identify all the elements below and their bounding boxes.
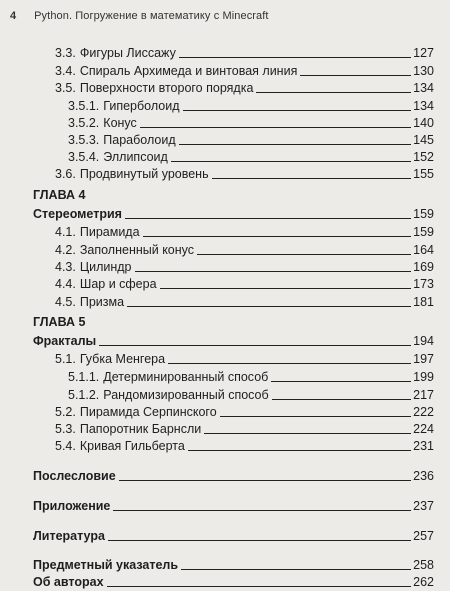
toc-entry-page: 257 [413,529,434,543]
toc-entry-number: 5.4. [55,439,76,453]
toc-entry-chapter-5[interactable] [33,332,434,348]
toc-entry-title: Предметный указатель [33,558,179,572]
toc-entry-title: Кривая Гильберта [79,439,185,453]
running-title: Python. Погружение в математику с Minecraft [34,10,269,22]
toc-entry-page: 199 [413,370,434,384]
dot-leader [99,344,411,346]
toc-entry-number: 3.4. [55,64,76,78]
toc-entry-3-5-2[interactable] [68,114,434,130]
toc-entry-page: 262 [413,575,434,589]
dot-leader [113,509,411,511]
dot-leader [160,287,412,289]
toc-entry-4-1[interactable] [55,223,434,239]
toc-entry-3-5-4[interactable] [68,148,434,164]
toc-entry-4-4[interactable] [55,275,434,291]
dot-leader [179,143,412,145]
toc-entry-number: 4.1. [55,225,76,239]
toc-entry-title: Стереометрия [33,207,122,221]
toc-entry-title: Фигуры Лиссажу [79,46,176,60]
toc-entry-literature[interactable] [33,527,434,543]
dot-leader [204,432,411,434]
toc-entry-page: 127 [413,46,434,60]
toc-entry-number: 5.3. [55,422,76,436]
dot-leader [168,362,411,364]
toc-entry-title: Губка Менгера [79,352,166,366]
toc-entry-page: 130 [413,64,434,78]
toc-entry-number: 3.5. [55,81,76,95]
toc-entry-page: 169 [413,260,434,274]
toc-entry-title: Пирамида Серпинского [79,405,217,419]
toc-entry-page: 197 [413,352,434,366]
toc-entry-page: 258 [413,558,434,572]
toc-entry-page: 194 [413,334,434,348]
dot-leader [220,415,411,417]
dot-leader [127,305,411,307]
toc-entry-page: 152 [413,150,434,164]
toc-entry-title: Конус [103,116,137,130]
dot-leader [256,91,411,93]
toc-entry-5-1-2[interactable] [68,386,434,402]
toc-entry-page: 222 [413,405,434,419]
dot-leader [107,585,412,587]
toc-entry-page: 164 [413,243,434,257]
toc-entry-title: Послесловие [33,469,116,483]
dot-leader [143,235,412,237]
toc-entry-number: 5.1. [55,352,76,366]
dot-leader [140,126,411,128]
toc-entry-title: Пирамида [79,225,140,239]
dot-leader [108,539,411,541]
dot-leader [125,217,411,219]
toc-entry-page: 236 [413,469,434,483]
toc-entry-title: Фракталы [33,334,97,348]
toc-entry-about-authors[interactable] [33,573,434,589]
page-number: 4 [10,10,17,22]
dot-leader [272,398,411,400]
toc-entry-index[interactable] [33,556,434,572]
toc-entry-title: Параболоид [103,133,176,147]
toc-entry-3-6[interactable] [55,165,434,181]
toc-entry-title: Литература [33,529,105,543]
toc-entry-page: 217 [413,388,434,402]
toc-entry-page: 155 [413,167,434,181]
toc-entry-number: 3.5.2. [68,116,100,130]
toc-entry-title: Призма [79,295,125,309]
dot-leader [188,449,411,451]
toc-entry-title: Эллипсоид [103,150,168,164]
toc-entry-3-5-3[interactable] [68,131,434,147]
toc-entry-page: 159 [413,207,434,221]
dot-leader [212,177,412,179]
toc-entry-5-1[interactable] [55,350,434,366]
toc-entry-page: 224 [413,422,434,436]
toc-entry-title: Поверхности второго порядка [79,81,254,95]
dot-leader [197,253,411,255]
toc-entry-number: 4.5. [55,295,76,309]
toc-entry-number: 5.2. [55,405,76,419]
toc-entry-5-3[interactable] [55,420,434,436]
toc-entry-number: 4.4. [55,277,76,291]
dot-leader [119,479,411,481]
dot-leader [135,270,412,272]
toc-entry-3-3[interactable] [55,44,434,60]
toc-entry-number: 4.3. [55,260,76,274]
toc-entry-page: 181 [413,295,434,309]
dot-leader [179,56,411,58]
toc-entry-4-2[interactable] [55,241,434,257]
dot-leader [181,568,411,570]
toc-entry-title: Цилиндр [79,260,132,274]
toc-entry-number: 3.5.4. [68,150,100,164]
toc-entry-page: 134 [413,81,434,95]
toc-entry-page: 237 [413,499,434,513]
toc-entry-4-3[interactable] [55,258,434,274]
toc-entry-chapter-4[interactable] [33,205,434,221]
toc-entry-number: 3.6. [55,167,76,181]
chapter-4-heading: ГЛАВА 4 [33,188,86,202]
toc-entry-3-5[interactable] [55,79,434,95]
toc-entry-title: Продвинутый уровень [79,167,209,181]
toc-entry-page: 140 [413,116,434,130]
toc-entry-3-5-1[interactable] [68,97,434,113]
toc-entry-4-5[interactable] [55,293,434,309]
toc-entry-number: 3.5.3. [68,133,100,147]
dot-leader [271,380,411,382]
toc-entry-number: 4.2. [55,243,76,257]
toc-entry-title: Детерминированный способ [103,370,269,384]
toc-entry-appendix[interactable] [33,497,434,513]
toc-entry-number: 3.3. [55,46,76,60]
toc-entry-number: 3.5.1. [68,99,100,113]
toc-entry-number: 5.1.2. [68,388,100,402]
toc-entry-title: Шар и сфера [79,277,157,291]
toc-entry-page: 173 [413,277,434,291]
dot-leader [171,160,411,162]
toc-entry-page: 231 [413,439,434,453]
chapter-5-heading: ГЛАВА 5 [33,315,86,329]
dot-leader [183,109,412,111]
toc-entry-page: 134 [413,99,434,113]
toc-entry-title: Папоротник Барнсли [79,422,202,436]
toc-entry-title: Об авторах [33,575,104,589]
toc-entry-page: 159 [413,225,434,239]
toc-entry-number: 5.1.1. [68,370,100,384]
toc-entry-page: 145 [413,133,434,147]
dot-leader [300,74,411,76]
toc-entry-3-4[interactable] [55,62,434,78]
toc-entry-5-1-1[interactable] [68,368,434,384]
toc-entry-title: Рандомизированный способ [103,388,269,402]
toc-entry-title: Заполненный конус [79,243,195,257]
toc-entry-title: Спираль Архимеда и винтовая линия [79,64,298,78]
toc-entry-afterword[interactable] [33,467,434,483]
toc-entry-5-2[interactable] [55,403,434,419]
toc-entry-title: Приложение [33,499,111,513]
toc-entry-5-4[interactable] [55,437,434,453]
toc-entry-title: Гиперболоид [103,99,180,113]
